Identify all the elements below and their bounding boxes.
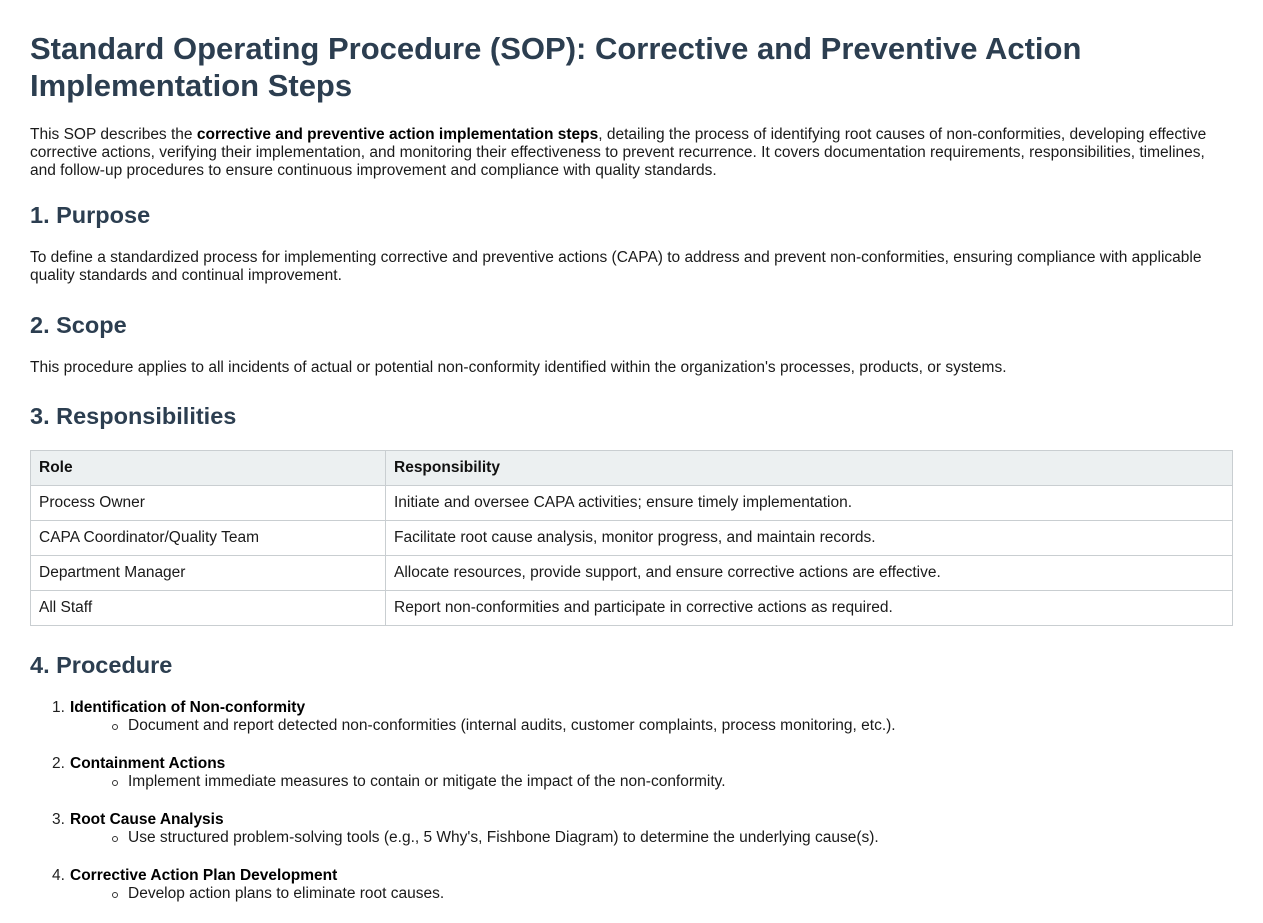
responsibilities-heading: 3. Responsibilities: [30, 403, 237, 429]
intro-paragraph: [30, 126, 1233, 180]
step-number: 1.: [52, 699, 65, 716]
step-detail-item: Develop action plans to eliminate root causes.: [110, 885, 1233, 903]
scope-heading: 2. Scope: [30, 312, 127, 338]
table-row: [31, 486, 1233, 521]
step-number: 2.: [52, 755, 65, 772]
role-cell: Department Manager: [31, 556, 386, 591]
purpose-heading: 1. Purpose: [30, 202, 151, 228]
scope-text: This procedure applies to all incidents of actual or potential non-conformity identified within the organization's processes, products, or systems.: [30, 359, 1007, 376]
responsibilities-table: [30, 450, 1233, 626]
intro-text-bold: corrective and preventive action implementation steps: [196, 126, 599, 143]
step-title: Corrective Action Plan Development: [70, 867, 338, 884]
step-detail-item: Implement immediate measures to contain or mitigate the impact of the non-conformity.: [110, 773, 1233, 791]
table-row: [31, 556, 1233, 591]
procedure-step: [30, 699, 1233, 735]
intro-text-after: , detailing the process of identifying root causes of non-conformities, developing effective corrective actions, verifying their implementation, and monitoring their effectiveness to prevent recurrence. It covers documentation requirements, responsibilities, timelines, and follow-up procedures to ensure continuous improvement and compliance with quality standards.: [30, 126, 1207, 179]
table-row: [31, 591, 1233, 626]
column-header-responsibility: Responsibility: [386, 451, 1233, 486]
role-cell: Process Owner: [31, 486, 386, 521]
procedure-steps-list: [30, 699, 1233, 903]
step-title: Root Cause Analysis: [70, 811, 224, 828]
purpose-text: To define a standardized process for implementing corrective and preventive actions (CAPA) to address and prevent non-conformities, ensuring compliance with applicable quality standards and continual improvement.: [30, 249, 1202, 284]
step-details: [70, 717, 1233, 735]
table-header-row: [31, 451, 1233, 486]
procedure-step: [30, 867, 1233, 903]
step-number: 3.: [52, 811, 65, 828]
procedure-heading: 4. Procedure: [30, 652, 173, 678]
step-detail-item: Use structured problem-solving tools (e.g., 5 Why's, Fishbone Diagram) to determine the underlying cause(s).: [110, 829, 1233, 847]
responsibility-cell: Facilitate root cause analysis, monitor progress, and maintain records.: [386, 521, 1233, 556]
step-details: [70, 829, 1233, 847]
step-title: Identification of Non-conformity: [70, 699, 306, 716]
intro-text-before: This SOP describes the: [30, 126, 197, 143]
step-details: [70, 885, 1233, 903]
page-title: Standard Operating Procedure (SOP): Corrective and Preventive Action Implementation Steps: [30, 31, 1082, 103]
column-header-role: Role: [31, 451, 386, 486]
step-number: 4.: [52, 867, 65, 884]
responsibility-cell: Initiate and oversee CAPA activities; ensure timely implementation.: [386, 486, 1233, 521]
step-details: [70, 773, 1233, 791]
role-cell: All Staff: [31, 591, 386, 626]
table-row: [31, 521, 1233, 556]
sop-document: [0, 30, 1263, 903]
responsibility-cell: Report non-conformities and participate in corrective actions as required.: [386, 591, 1233, 626]
responsibility-cell: Allocate resources, provide support, and ensure corrective actions are effective.: [386, 556, 1233, 591]
role-cell: CAPA Coordinator/Quality Team: [31, 521, 386, 556]
procedure-step: [30, 755, 1233, 791]
step-title: Containment Actions: [70, 755, 226, 772]
step-detail-item: Document and report detected non-conformities (internal audits, customer complaints, process monitoring, etc.).: [110, 717, 1233, 735]
procedure-step: [30, 811, 1233, 847]
